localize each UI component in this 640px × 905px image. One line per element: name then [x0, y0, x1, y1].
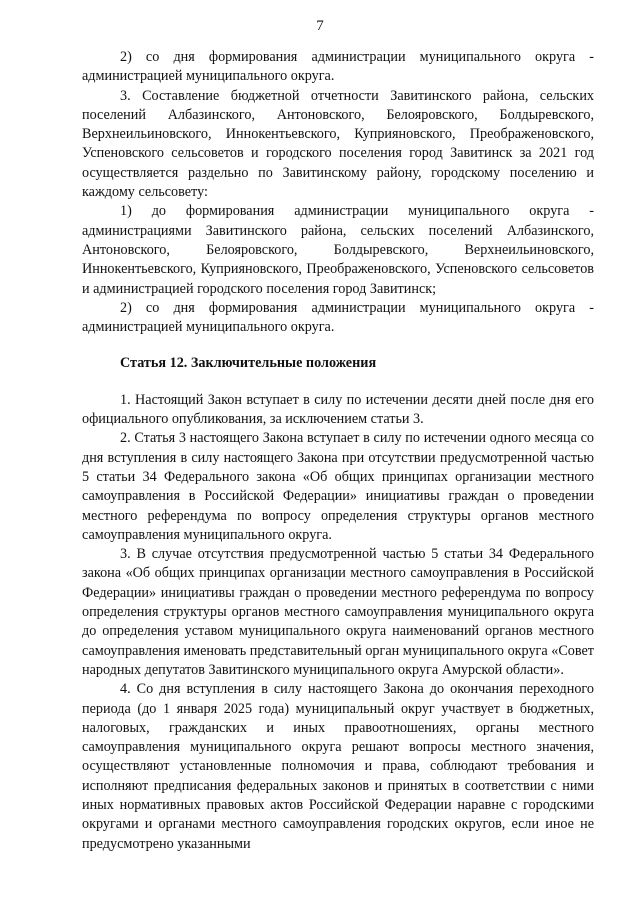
paragraph-transition-2: 2) со дня формирования администрации муниципального округа - администрацией муниципального округа.: [82, 49, 594, 85]
paragraph-final-4: 4. Со дня вступления в силу настоящего Закона до окончания переходного периода (до 1 января 2025 года) муниципальный округ участвует в бюджетных, налоговых, гражданских и иных правоотношениях, органы местного самоуправления муниципального округа решают вопросы местного значения, осуществляют установленные полномочия и права, соблюдают требования и исполняют предписания федеральных законов и принятых в соответствии с ними иных нормативных правовых актов Российской Федерации наравне с городскими округами и органами местного самоуправления городских округов, если иное не предусмотрено указанными: [82, 681, 594, 852]
paragraph-before-formation: 1) до формирования администрации муниципального округа - администрациями Завитинского района, сельских поселений Албазинского, Антоновского, Белояровского, Болдыревского, Верхнеильиновского, Иннокентьевского, Куприяновского, Преображеновского, Успеновского сельсоветов и администрацией городского поселения город Завитинск;: [82, 203, 594, 297]
article-heading: Статья 12. Заключительные положения: [120, 355, 377, 372]
document-body: [82, 48, 594, 854]
paragraph-budget-reporting: 3. Составление бюджетной отчетности Завитинского района, сельских поселений Албазинского, Антоновского, Белояровского, Болдыревского, Верхнеильиновского, Иннокентьевского, Куприяновского, Преображеновского, Успеновского сельсоветов и городского поселения город Завитинск за 2021 год осуществляется раздельно по Завитинскому району, городскому поселению и каждому сельсовету:: [82, 87, 594, 201]
paragraph-final-1: 1. Настоящий Закон вступает в силу по истечении десяти дней после дня его официального опубликования, за исключением статьи 3.: [82, 391, 594, 428]
paragraph-after-formation: 2) со дня формирования администрации муниципального округа - администрацией муниципального округа.: [82, 299, 594, 336]
paragraph-final-3: 3. В случае отсутствия предусмотренной частью 5 статьи 34 Федерального закона «Об общих принципах организации местного самоуправления в Российской Федерации» инициативы граждан о проведении местного референдума по вопросу определения структуры органов местного самоуправления муниципального округа до определения уставом муниципального округа наименований органов местного самоуправления именовать представительный орган муниципального округа «Совет народных депутатов Завитинского муниципального округа Амурской области».: [82, 546, 594, 678]
page-number: 7: [316, 18, 324, 34]
paragraph-final-2: 2. Статья 3 настоящего Закона вступает в силу по истечении одного месяца со дня вступления в силу настоящего Закона при отсутствии предусмотренной частью 5 статьи 34 Федерального закона «Об общих принципах организации местного самоуправления в Российской Федерации» инициативы граждан о проведении местного референдума по вопросу определения структуры органов местного самоуправления муниципального округа.: [82, 430, 594, 543]
